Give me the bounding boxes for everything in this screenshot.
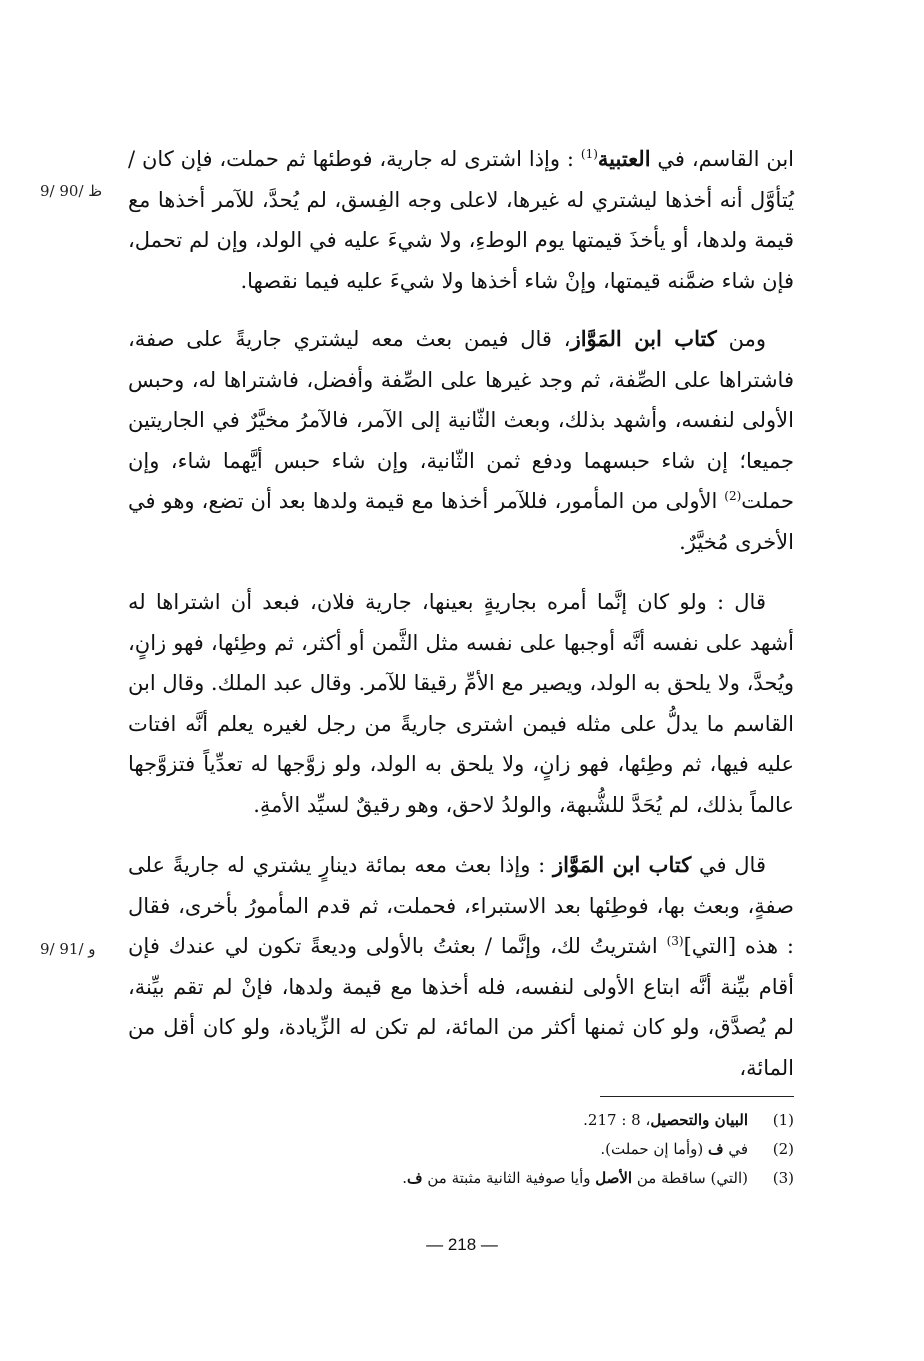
paragraph-text: ومن: [716, 327, 766, 351]
footnote-marker: (2): [724, 489, 742, 503]
source-title: العتبية: [597, 146, 651, 171]
footnote-text: البيان والتحصيل، 8 : 217.: [583, 1111, 748, 1129]
footnote-number: (3): [772, 1169, 794, 1187]
paragraph-text: اشتريتُ لك، وإنَّما / بعثتُ بالأولى وديعةً تكون لي عندك فإن أقام بيِّنة أنَّه ابتاع الأولى لنفسه، فله أخذها مع قيمة ولدها، فإنْ لم تقم بيِّنة، لم يُصدَّق، ولو كان ثمنها أكثر من المائة، لم تكن له الزِّيادة، ولو كان أقل من المائة،: [128, 934, 794, 1080]
footnotes: [300, 1106, 794, 1193]
paragraph-4: [128, 845, 794, 1088]
paragraph-text: ، قال فيمن بعث معه ليشتري جاريةً على صفة، فاشتراها على الصِّفة، ثم وجد غيرها على الصِّفة وأفضل، فاشتراها له، وحبس الأولى لنفسه، وأشهد بذلك، وبعث الثّانية إلى الآمر، فالآمرُ مخيَّرٌ في الجاريتين جميعا؛ إن شاء حبسهما ودفع ثمن الثّانية، وإن شاء حبس أيَّهما شاء، وإن حملت: [128, 327, 794, 513]
paragraph-text: ابن القاسم، في: [650, 147, 794, 171]
paragraph-text: : وإذا بعث معه بمائة دينارٍ يشتري له جاريةً على صفةٍ، وبعث بها، فوطِئها بعد الاستبراء، فحملت، ثم قدم المأمورُ بأخرى، فقال : هذه [التي]: [128, 853, 794, 958]
paragraph-3: [128, 582, 794, 825]
paragraph-2: [128, 319, 794, 562]
paragraph-text: : وإذا اشترى له جارية، فوطئها ثم حملت، فإن كان / يُتأوَّل أنه أخذها ليشتري له غيرها، لاعلى وجه الفِسق، لم يُحدَّ، للآمر أخذها مع قيمة ولدها، أو يأخذَ قيمتها يوم الوطءِ، ولا شيءَ عليه في الولد، وإن لم تحمل، فإن شاء ضمَّنه قيمتها، وإنْ شاء أخذها ولا شيءَ عليه فيما نقصها.: [128, 147, 794, 293]
paragraph-text: قال : ولو كان إنَّما أمره بجاريةٍ بعينها، جارية فلان، فبعد أن اشتراها له أشهد على نفسه أنَّه أوجبها على نفسه مثل الثَّمن أو أكثر، ثم وطِئها، فهو زانٍ، ويُحدَّ، ولا يلحق به الولد، ويصير مع الأمِّ رقيقا للآمر. وقال عبد الملك. وقال ابن القاسم ما يدلُّ على مثله فيمن اشترى جاريةً من رجل لغيره يعلم أنَّه افتات عليه فيها، ثم وطِئها، فهو زانٍ، ولا يلحق به الولد، ولو زوَّجها له تعدِّياً فتزوَّجها عالماً بذلك، لم يُحَدَّ للشُّبهة، والولدُ لاحق، وهو رقيقٌ لسيِّد الأمةِ.: [128, 590, 794, 817]
margin-folio-note: 9/ 91/ و: [40, 940, 96, 958]
footnote-item: [300, 1106, 794, 1135]
footnote-number: (1): [772, 1111, 794, 1129]
footnote-marker: (1): [580, 147, 598, 161]
footnote-number: (2): [772, 1140, 794, 1158]
paragraph-text: قال في: [691, 853, 766, 877]
footnote-text: في ف (وأما إن حملت).: [600, 1140, 748, 1158]
footnote-text: (التي) ساقطة من الأصل وأيا صوفية الثانية مثبتة من ف.: [402, 1169, 748, 1187]
page-number: — 218 —: [426, 1235, 498, 1254]
paragraph-1: [128, 139, 794, 301]
footnote-marker: (3): [666, 934, 684, 948]
footnote-item: [300, 1164, 794, 1193]
footnote-item: [300, 1135, 794, 1164]
source-title: كتاب ابن المَوَّاز: [570, 326, 717, 351]
footnote-separator: [600, 1096, 794, 1097]
margin-folio-note: 9/ 90/ ظ: [40, 182, 103, 200]
paragraph-text: الأولى من المأمور، فللآمر أخذها مع قيمة ولدها بعد أن تضع، وهو في الأخرى مُخيَّرٌ.: [128, 489, 794, 554]
source-title: كتاب ابن المَوَّاز: [553, 852, 692, 877]
